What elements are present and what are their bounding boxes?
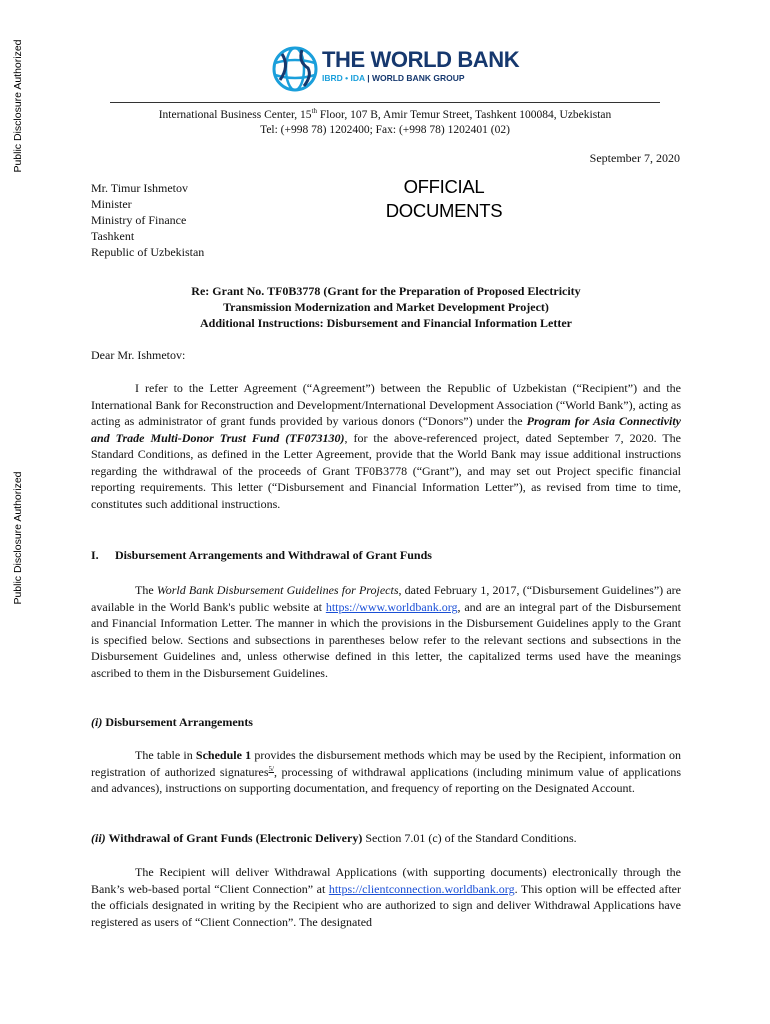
subsection-title: Withdrawal of Grant Funds (Electronic Delivery): [105, 831, 363, 845]
subsection-title: Disbursement Arrangements: [102, 715, 253, 729]
para1-text-b: , for the above-referenced project, dated September 7, 2020. The Standard Conditions, as defined in the Letter Agreement, provide that the World Bank may issue additional instructions regarding the withdrawal of the proceeds of Grant TF0B3778 (“Grant”), and may set out Project specific financial reporting requirements. This letter (“Disbursement and Financial Information Letter”), as revised from time to time, constitutes such additional instructions.: [91, 430, 681, 511]
electronic-delivery-paragraph: [91, 864, 681, 930]
para3-text-a: The table in: [135, 748, 196, 762]
addressee-line: Tashkent: [91, 229, 135, 243]
trust-fund-name: Program for Asia Connectivity and Trade Multi-Donor Trust Fund (TF073130): [91, 414, 681, 445]
stamp-line-1: OFFICIAL: [403, 176, 485, 197]
addressee-line: Ministry of Finance: [91, 213, 187, 227]
address-post: Floor, 107 B, Amir Temur Street, Tashkent 100084, Uzbekistan: [317, 109, 612, 121]
guidelines-paragraph: [91, 582, 681, 681]
section-number: I.: [91, 548, 99, 562]
subsection-i-heading: [91, 714, 681, 730]
subsection-number: (i): [91, 715, 103, 729]
subsection-number: (ii): [91, 831, 106, 845]
section-1-heading: [91, 547, 681, 563]
logo-subtitle: [322, 72, 519, 84]
logo-sub-accent: IBRD • IDA: [322, 73, 365, 83]
addressee-line: Minister: [91, 197, 132, 211]
para3-text-b: provides the disbursement methods which may be used by the Recipient, information on registration of authorized signatures: [91, 748, 682, 779]
para1-text-a: I refer to the Letter Agreement (“Agreement”) between the Republic of Uzbekistan (“Recipient”) and the International Bank for Reconstruction and Development/International Development Association (“World Bank”), acting as acting as administrator of grant funds provided by various donors (“Donors”) under the: [91, 381, 681, 428]
subject-block: [91, 283, 681, 331]
para4-text-b: . This option will be effected after the officials designated in writing by the Recipient who are authorized to sign and deliver Withdrawal Applications have registered as users of “Client Connection”. The designated: [91, 881, 681, 929]
letter-date: September 7, 2020: [589, 151, 680, 165]
client-connection-link[interactable]: https://clientconnection.worldbank.org: [328, 881, 515, 896]
official-documents-stamp: [382, 175, 506, 223]
disbursement-paragraph: [91, 747, 681, 797]
footnote-ref: 5/: [268, 764, 274, 773]
world-bank-logo: [272, 44, 520, 94]
address-sup: th: [311, 107, 318, 116]
para2-text-c: , and are an integral part of the Disbursement and Financial Information Letter. The manner in which the provisions in the Disbursement Guidelines apply to the Grant is specified below. Sections and subsections in parentheses below refer to the relevant sections and subsections in the Disbursement Guidelines and, unless otherwise defined in this letter, the capitalized terms used have the meanings ascribed to them in the Disbursement Guidelines.: [91, 599, 681, 680]
intro-paragraph: [91, 380, 681, 512]
address-pre: International Business Center, 15: [158, 109, 312, 121]
subject-line: Transmission Modernization and Market Development Project): [223, 300, 549, 314]
schedule-ref: Schedule 1: [195, 748, 252, 762]
office-address: [110, 108, 660, 138]
logo-sub-separator: |: [367, 73, 370, 83]
section-title: Disbursement Arrangements and Withdrawal of Grant Funds: [115, 548, 432, 562]
para2-text-b: , dated February 1, 2017, (“Disbursement Guidelines”) are available in the World Bank's public website at: [91, 583, 681, 614]
guidelines-title: World Bank Disbursement Guidelines for Projects: [156, 583, 399, 597]
header-divider: [110, 102, 660, 103]
addressee-line: Republic of Uzbekistan: [91, 245, 205, 259]
stamp-line-2: DOCUMENTS: [385, 200, 503, 221]
subject-line: Additional Instructions: Disbursement and Financial Information Letter: [199, 316, 573, 330]
worldbank-link[interactable]: https://www.worldbank.org: [325, 599, 458, 614]
salutation: Dear Mr. Ishmetov:: [91, 348, 186, 362]
addressee-block: [91, 180, 204, 260]
para4-text-a: The Recipient will deliver Withdrawal Applications (with supporting documents) electronically through the Bank’s web-based portal “Client Connection” at: [91, 865, 681, 896]
office-contact: Tel: (+998 78) 1202400; Fax: (+998 78) 1202401 (02): [260, 124, 510, 136]
disclosure-label-top: Public Disclosure Authorized: [12, 39, 24, 173]
para3-text-c: , processing of withdrawal applications (including minimum value of applications and advances), instructions on supporting documentation, and frequency of reporting on the Designated Account.: [91, 764, 681, 795]
subject-line: Re: Grant No. TF0B3778 (Grant for the Preparation of Proposed Electricity: [191, 284, 581, 298]
globe-icon: [272, 46, 318, 92]
logo-sub-group: WORLD BANK GROUP: [371, 73, 465, 83]
disclosure-label-middle: Public Disclosure Authorized: [12, 471, 24, 605]
subsection-reference: Section 7.01 (c) of the Standard Conditions.: [362, 831, 577, 845]
addressee-line: Mr. Timur Ishmetov: [91, 181, 189, 195]
subsection-ii-heading: [91, 830, 681, 846]
logo-title: THE WORLD BANK: [322, 47, 520, 72]
para2-text-a: The: [135, 583, 157, 597]
